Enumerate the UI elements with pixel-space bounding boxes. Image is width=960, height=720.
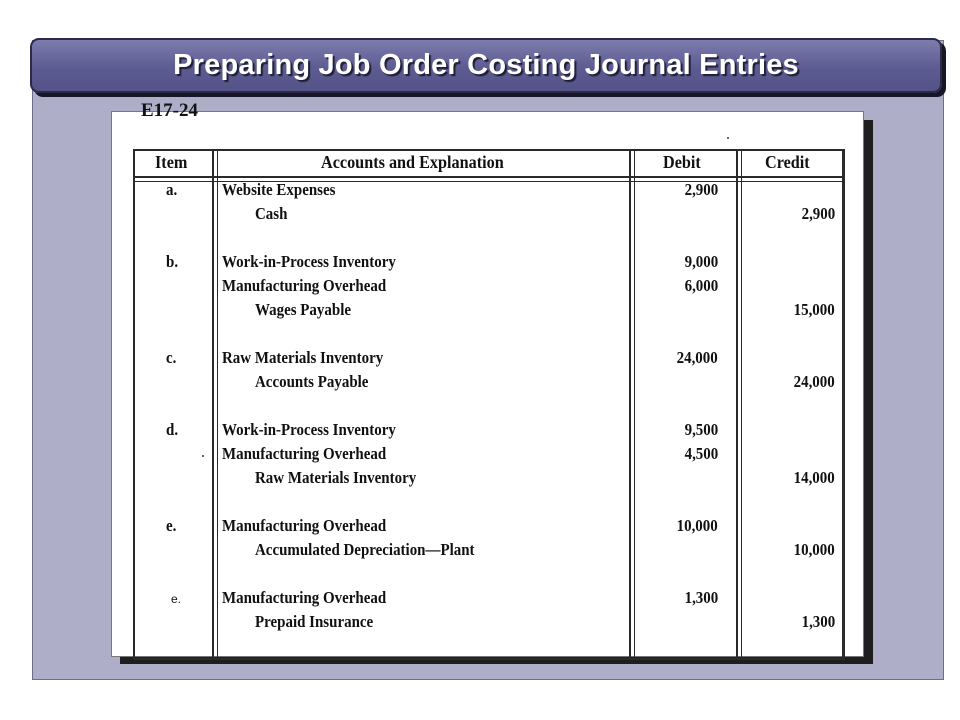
debit-amount: 6,000 (684, 276, 718, 295)
account-name: Work-in-Process Inventory (222, 252, 396, 271)
journal-row (135, 300, 842, 324)
account-name: Cash (255, 204, 288, 223)
header-accounts: Accounts and Explanation (321, 152, 504, 172)
journal-row (135, 348, 842, 372)
credit-amount: 10,000 (793, 540, 835, 559)
journal-row (135, 204, 842, 228)
item-letter: b. (166, 252, 179, 271)
debit-amount: 1,300 (684, 588, 718, 607)
account-name: Website Expenses (222, 180, 336, 199)
journal-row (135, 540, 842, 564)
header-debit: Debit (663, 152, 701, 172)
account-name: Accounts Payable (255, 372, 369, 391)
debit-amount: 9,500 (684, 420, 718, 439)
credit-amount: 15,000 (793, 300, 835, 319)
journal-row (135, 180, 842, 204)
account-name: Raw Materials Inventory (255, 468, 417, 487)
exercise-reference: E17-24 (141, 100, 198, 121)
account-name: Manufacturing Overhead (222, 276, 387, 295)
debit-amount: 2,900 (684, 180, 718, 199)
debit-amount: 9,000 (684, 252, 718, 271)
credit-amount: 1,300 (801, 612, 835, 631)
journal-row (135, 372, 842, 396)
journal-row (135, 444, 842, 468)
journal-row (135, 276, 842, 300)
header-divider (135, 176, 842, 178)
item-letter: c. (166, 348, 177, 367)
journal-document (111, 100, 864, 657)
journal-table (133, 149, 845, 660)
journal-row (135, 420, 842, 444)
scan-speck (727, 137, 729, 139)
slide-title: Preparing Job Order Costing Journal Entries (173, 49, 799, 81)
journal-row (135, 612, 842, 636)
title-bar (30, 38, 942, 93)
item-letter: e. (166, 516, 177, 535)
journal-row (135, 516, 842, 540)
account-name: Accumulated Depreciation—Plant (255, 540, 475, 559)
account-name: Manufacturing Overhead (222, 588, 387, 607)
account-name: Prepaid Insurance (255, 612, 374, 631)
account-name: Work-in-Process Inventory (222, 420, 396, 439)
account-name: Raw Materials Inventory (222, 348, 384, 367)
credit-amount: 2,900 (801, 204, 835, 223)
journal-row (135, 588, 842, 612)
header-credit: Credit (765, 152, 810, 172)
account-name: Manufacturing Overhead (222, 516, 387, 535)
account-name: Wages Payable (255, 300, 352, 319)
credit-amount: 14,000 (793, 468, 835, 487)
item-letter: a. (166, 180, 178, 199)
journal-row (135, 252, 842, 276)
item-letter: e. (171, 592, 182, 606)
header-item: Item (155, 152, 188, 172)
debit-amount: 10,000 (676, 516, 718, 535)
debit-amount: 4,500 (684, 444, 718, 463)
account-name: Manufacturing Overhead (222, 444, 387, 463)
journal-row (135, 468, 842, 492)
item-letter: d. (166, 420, 179, 439)
debit-amount: 24,000 (676, 348, 718, 367)
credit-amount: 24,000 (793, 372, 835, 391)
